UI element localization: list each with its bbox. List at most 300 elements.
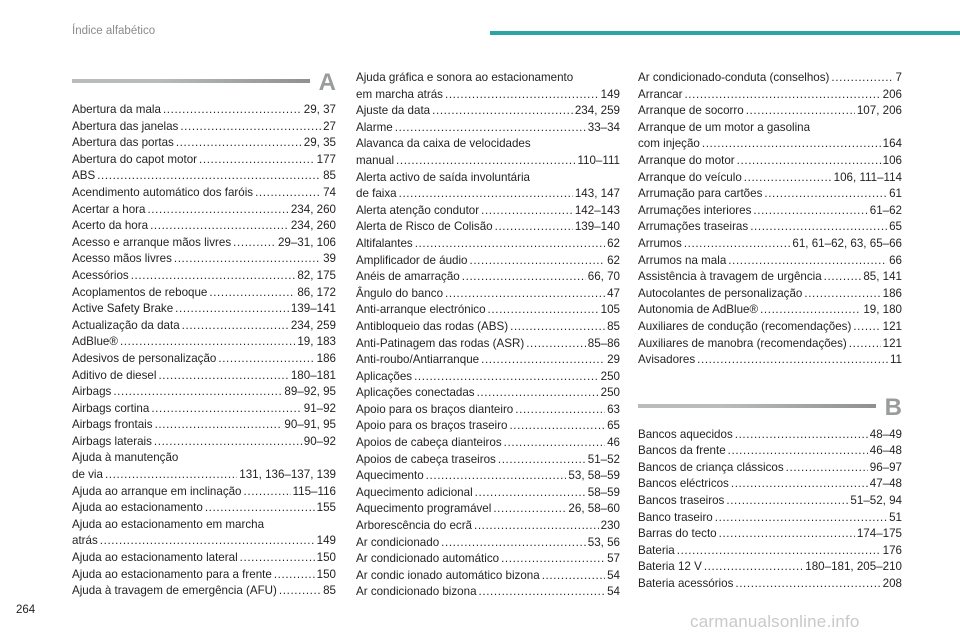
dot-leader bbox=[199, 152, 315, 169]
index-entry-pages: 176 bbox=[882, 543, 902, 557]
index-entry-pages: 58–59 bbox=[587, 485, 620, 499]
index-entry bbox=[356, 302, 620, 319]
dot-leader bbox=[684, 87, 880, 104]
index-entry bbox=[638, 352, 902, 369]
dot-leader bbox=[182, 318, 289, 335]
index-entry-label: Airbags laterais bbox=[72, 434, 152, 448]
index-entry bbox=[638, 87, 902, 104]
index-entry-pages: 186 bbox=[316, 351, 336, 365]
index-entry bbox=[356, 435, 620, 452]
index-entry-pages: 29, 37 bbox=[303, 103, 336, 116]
index-entry-pages: 53, 58–59 bbox=[568, 469, 620, 483]
dot-leader bbox=[526, 336, 586, 353]
index-entry-label: com injeção bbox=[638, 137, 700, 151]
index-entry-label: Altifalantes bbox=[356, 236, 413, 250]
dot-leader bbox=[475, 485, 586, 502]
index-entry-pages: 47 bbox=[607, 286, 620, 300]
index-entry-label: Ar condicionado bizona bbox=[356, 585, 477, 599]
dot-leader bbox=[158, 368, 288, 385]
index-entry-label: Acendimento automático dos faróis bbox=[72, 185, 254, 199]
index-entry-label: Abertura do capot motor bbox=[72, 152, 198, 166]
dot-leader bbox=[240, 550, 315, 567]
index-entry-continuation: Alerta activo de saída involuntária bbox=[356, 170, 531, 184]
index-entry bbox=[72, 384, 336, 401]
index-entry bbox=[356, 485, 620, 502]
index-entry-pages: 61 bbox=[889, 187, 902, 201]
dot-leader bbox=[735, 427, 868, 444]
index-entry bbox=[356, 286, 620, 303]
dot-leader bbox=[510, 319, 605, 336]
index-entry-label: Actualização da data bbox=[72, 318, 180, 332]
index-entry-label: Alerta atenção condutor bbox=[356, 203, 480, 217]
index-entry bbox=[72, 268, 336, 285]
index-entry-pages: 155 bbox=[316, 501, 336, 515]
index-entry-pages: 65 bbox=[889, 220, 902, 234]
index-entry-pages: 33–34 bbox=[587, 120, 620, 134]
index-entry-label: Acesso mãos livres bbox=[72, 252, 172, 266]
index-entry-pages: 46–48 bbox=[869, 444, 902, 458]
dot-leader bbox=[493, 501, 566, 518]
index-list-col3b bbox=[638, 427, 902, 593]
index-entry-pages: 62 bbox=[607, 253, 620, 267]
index-entry-label: Banco traseiro bbox=[638, 510, 713, 524]
index-entry-pages: 150 bbox=[316, 567, 336, 581]
dot-leader bbox=[853, 319, 880, 336]
dot-leader bbox=[750, 219, 887, 236]
dot-leader bbox=[719, 526, 855, 543]
index-entry bbox=[72, 567, 336, 584]
index-entry bbox=[72, 318, 336, 335]
index-entry-label: Ajuda ao arranque em inclinação bbox=[72, 484, 242, 498]
index-entry-label: Arborescência do ecrã bbox=[356, 519, 472, 533]
dot-leader bbox=[804, 286, 880, 303]
section-heading-a bbox=[72, 70, 336, 94]
index-entry-label: Arrumos na mala bbox=[638, 253, 727, 267]
index-entry bbox=[72, 102, 336, 119]
page-number: 264 bbox=[16, 604, 36, 616]
index-entry-pages: 208 bbox=[882, 577, 902, 591]
index-entry bbox=[638, 543, 902, 560]
index-entry-label: Alerta de Risco de Colisão bbox=[356, 220, 493, 234]
index-entry-label: Ajuda à travagem de emergência (AFU) bbox=[72, 584, 277, 598]
index-entry-pages: 143, 147 bbox=[574, 187, 620, 201]
index-entry-label: Arranque do veículo bbox=[638, 170, 742, 184]
dot-leader bbox=[274, 567, 315, 584]
index-entry-pages: 51 bbox=[889, 510, 902, 524]
index-entry-label: Anéis de amarração bbox=[356, 270, 460, 284]
index-entry-pages: 74 bbox=[323, 185, 336, 199]
index-entry-label: Antibloqueio das rodas (ABS) bbox=[356, 319, 509, 333]
index-entry-pages: 62 bbox=[607, 236, 620, 250]
index-entry-label: Auxiliares de condução (recomendações) bbox=[638, 319, 852, 333]
index-entry-label: atrás bbox=[72, 534, 98, 548]
index-entry-label: Arrancar bbox=[638, 87, 683, 101]
index-entry-pages: 63 bbox=[607, 402, 620, 416]
index-entry-pages: 107, 206 bbox=[856, 104, 902, 118]
index-entry bbox=[356, 518, 620, 535]
index-entry-label: Bancos de criança clássicos bbox=[638, 460, 784, 474]
index-entry bbox=[638, 510, 902, 527]
dot-leader bbox=[233, 235, 276, 252]
index-entry-pages: 180–181, 205–210 bbox=[805, 560, 902, 574]
index-entry-label: Airbags frontais bbox=[72, 418, 153, 432]
index-entry-pages: 46 bbox=[607, 436, 620, 450]
dot-leader bbox=[697, 352, 888, 369]
dot-leader bbox=[441, 535, 586, 552]
index-entry-pages: 234, 260 bbox=[290, 202, 336, 216]
index-entry-label: ABS bbox=[72, 169, 96, 183]
index-entry bbox=[356, 418, 620, 435]
dot-leader bbox=[415, 236, 605, 253]
section-rule bbox=[638, 404, 876, 408]
index-entry-label: Apoios de cabeça traseiros bbox=[356, 452, 496, 466]
index-entry-pages: 48–49 bbox=[869, 427, 902, 441]
index-entry-pages: 115–116 bbox=[292, 484, 336, 498]
index-entry-label: Apoio para os braços traseiro bbox=[356, 419, 508, 433]
index-entry-label: Bancos traseiros bbox=[638, 494, 725, 508]
index-entry-pages: 26, 58–60 bbox=[568, 502, 620, 516]
index-entry bbox=[638, 336, 902, 353]
index-entry bbox=[638, 219, 902, 236]
dot-leader bbox=[474, 518, 599, 535]
index-entry-pages: 90–91, 95 bbox=[284, 418, 336, 432]
index-entry-pages: 86, 172 bbox=[297, 285, 336, 299]
index-entry-label: Acerto da hora bbox=[72, 219, 149, 233]
index-entry bbox=[638, 460, 902, 477]
dot-leader bbox=[150, 218, 289, 235]
index-entry-pages: 47–48 bbox=[869, 477, 902, 491]
dot-leader bbox=[100, 533, 315, 550]
index-entry bbox=[638, 186, 902, 203]
index-entry-pages: 39 bbox=[323, 252, 336, 266]
index-entry bbox=[356, 535, 620, 552]
index-entry bbox=[356, 319, 620, 336]
index-entry-label: Aquecimento adicional bbox=[356, 485, 473, 499]
index-entry-pages: 19, 183 bbox=[297, 335, 336, 349]
section-letter-b: B bbox=[884, 393, 902, 421]
index-entry-pages: 250 bbox=[600, 386, 620, 400]
index-entry bbox=[356, 402, 620, 419]
index-entry bbox=[72, 168, 336, 185]
index-entry-pages: 54 bbox=[607, 568, 620, 582]
index-entry bbox=[356, 452, 620, 469]
dot-leader bbox=[154, 434, 302, 451]
index-entry-pages: 186 bbox=[882, 286, 902, 300]
index-entry-label: Ajuda ao estacionamento para a frente bbox=[72, 567, 272, 581]
index-entry bbox=[356, 584, 620, 601]
index-entry-label: Apoios de cabeça dianteiros bbox=[356, 436, 502, 450]
dot-leader bbox=[481, 352, 605, 369]
index-entry-pages: 206 bbox=[882, 87, 902, 101]
dot-leader bbox=[105, 467, 237, 484]
index-entry-label: Acoplamentos de reboque bbox=[72, 285, 208, 299]
index-entry-label: Abertura da mala bbox=[72, 103, 161, 116]
index-entry-label: Airbags cortina bbox=[72, 401, 150, 415]
index-entry-continuation: Ajuda gráfica e sonora ao estacionamento bbox=[356, 71, 574, 84]
index-entry-pages: 105 bbox=[600, 303, 620, 317]
index-entry-pages: 110–111 bbox=[577, 153, 620, 167]
index-entry-pages: 234, 260 bbox=[290, 219, 336, 233]
dot-leader bbox=[495, 219, 573, 236]
dot-leader bbox=[180, 119, 321, 136]
index-entry-label: Ar condicionado-conduta (conselhos) bbox=[638, 71, 830, 84]
index-entry bbox=[638, 302, 902, 319]
index-entry bbox=[72, 202, 336, 219]
index-entry-label: Acertar a hora bbox=[72, 202, 146, 216]
index-entry-label: Adesivos de personalização bbox=[72, 351, 217, 365]
dot-leader bbox=[445, 87, 599, 104]
index-entry-pages: 121 bbox=[882, 319, 902, 333]
index-entry bbox=[638, 576, 902, 593]
index-entry-label: Amplificador de áudio bbox=[356, 253, 468, 267]
dot-leader bbox=[488, 302, 599, 319]
index-entry bbox=[356, 369, 620, 386]
index-entry-label: Ar condicionado bbox=[356, 535, 440, 549]
dot-leader bbox=[163, 102, 302, 119]
dot-leader bbox=[744, 170, 832, 187]
dot-leader bbox=[414, 369, 599, 386]
index-entry bbox=[72, 285, 336, 302]
index-entry-pages: 250 bbox=[600, 369, 620, 383]
index-entry-pages: 89–92, 95 bbox=[284, 385, 336, 399]
index-entry-label: Arrumações interiores bbox=[638, 203, 752, 217]
index-entry-pages: 27 bbox=[323, 119, 336, 133]
dot-leader bbox=[677, 543, 881, 560]
index-entry-label: Arranque de socorro bbox=[638, 104, 744, 118]
dot-leader bbox=[244, 484, 291, 501]
index-entry bbox=[72, 500, 336, 517]
index-column-1 bbox=[72, 70, 336, 600]
index-entry-label: Arranque do motor bbox=[638, 153, 735, 167]
index-entry-label: Apoio para os braços dianteiro bbox=[356, 402, 514, 416]
dot-leader bbox=[831, 70, 893, 87]
dot-leader bbox=[728, 253, 887, 270]
dot-leader bbox=[395, 120, 586, 137]
index-entry-label: Airbags bbox=[72, 385, 112, 399]
index-entry-label: Auxiliares de manobra (recomendações) bbox=[638, 336, 847, 350]
dot-leader bbox=[764, 186, 887, 203]
dot-leader bbox=[515, 402, 605, 419]
index-list-col3a bbox=[638, 70, 902, 369]
index-entry bbox=[356, 87, 620, 104]
index-entry bbox=[72, 467, 336, 484]
index-entry bbox=[638, 269, 902, 286]
header-title: Índice alfabético bbox=[72, 25, 156, 37]
index-entry bbox=[72, 484, 336, 501]
index-entry-label: Bateria acessórios bbox=[638, 577, 734, 591]
index-entry-label: Bancos da frente bbox=[638, 444, 726, 458]
index-entry-pages: 234, 259 bbox=[574, 104, 620, 118]
index-entry-pages: 234, 259 bbox=[290, 318, 336, 332]
index-entry-pages: 66 bbox=[889, 253, 902, 267]
index-entry-continuation: Alavanca da caixa de velocidades bbox=[356, 137, 531, 151]
index-entry bbox=[638, 476, 902, 493]
index-entry-label: Bancos eléctricos bbox=[638, 477, 729, 491]
dot-leader bbox=[746, 103, 855, 120]
dot-leader bbox=[501, 551, 605, 568]
index-column-3 bbox=[638, 70, 902, 593]
index-entry-label: de faixa bbox=[356, 187, 397, 201]
index-entry bbox=[356, 352, 620, 369]
dot-leader bbox=[147, 202, 288, 219]
index-entry-pages: 82, 175 bbox=[297, 268, 336, 282]
index-entry-pages: 61–62 bbox=[869, 203, 902, 217]
index-entry bbox=[72, 351, 336, 368]
index-entry bbox=[638, 170, 902, 187]
index-entry-pages: 61, 61–62, 63, 65–66 bbox=[792, 236, 902, 250]
dot-leader bbox=[279, 583, 321, 600]
index-entry-label: Arrumos bbox=[638, 236, 682, 250]
index-list-col2 bbox=[356, 70, 620, 601]
index-entry bbox=[356, 186, 620, 203]
index-entry-pages: 54 bbox=[607, 585, 620, 599]
index-entry-label: Avisadores bbox=[638, 353, 696, 367]
index-entry bbox=[72, 583, 336, 600]
index-entry-pages: 121 bbox=[882, 336, 902, 350]
index-entry-pages: 53, 56 bbox=[587, 535, 620, 549]
dot-leader bbox=[445, 286, 605, 303]
index-entry-pages: 106, 111–114 bbox=[833, 170, 902, 184]
index-entry bbox=[72, 251, 336, 268]
index-entry bbox=[72, 434, 336, 451]
index-entry-pages: 65 bbox=[607, 419, 620, 433]
index-entry-pages: 85 bbox=[323, 169, 336, 183]
index-entry-label: Ar condicionado automático bbox=[356, 552, 500, 566]
index-entry-label: de via bbox=[72, 468, 103, 482]
dot-leader bbox=[481, 203, 573, 220]
index-entry-pages: 85 bbox=[607, 319, 620, 333]
index-entry-label: Barras do tecto bbox=[638, 527, 717, 541]
dot-leader bbox=[542, 568, 605, 585]
index-entry-label: Ar condic ionado automático bizona bbox=[356, 568, 540, 582]
dot-leader bbox=[737, 153, 881, 170]
index-entry bbox=[638, 559, 902, 576]
index-entry-pages: 149 bbox=[316, 534, 336, 548]
dot-leader bbox=[731, 476, 868, 493]
index-entry bbox=[638, 443, 902, 460]
index-entry-label: Ajuda ao estacionamento lateral bbox=[72, 551, 238, 565]
section-rule bbox=[72, 79, 310, 83]
index-list-col1 bbox=[72, 102, 336, 600]
index-entry-label: Acessórios bbox=[72, 268, 129, 282]
index-entry bbox=[356, 253, 620, 270]
index-entry-pages: 11 bbox=[889, 353, 902, 367]
index-entry-pages: 150 bbox=[316, 551, 336, 565]
index-entry-pages: 174–175 bbox=[856, 527, 902, 541]
dot-leader bbox=[479, 584, 606, 601]
index-entry-label: Autonomia de AdBlue® bbox=[638, 303, 759, 317]
index-entry-label: Ângulo do banco bbox=[356, 286, 444, 300]
dot-leader bbox=[704, 559, 803, 576]
dot-leader bbox=[735, 576, 880, 593]
index-entry bbox=[72, 152, 336, 169]
dot-leader bbox=[498, 452, 586, 469]
index-entry-pages: 180–181 bbox=[290, 368, 336, 382]
index-entry-label: Aplicações bbox=[356, 369, 413, 383]
dot-leader bbox=[849, 336, 881, 353]
index-entry-label: Aquecimento bbox=[356, 469, 424, 483]
index-entry bbox=[72, 533, 336, 550]
index-entry-label: Aquecimento programável bbox=[356, 502, 492, 516]
index-entry bbox=[356, 551, 620, 568]
index-entry-pages: 85, 141 bbox=[863, 270, 902, 284]
index-entry-pages: 177 bbox=[316, 152, 336, 166]
index-entry-pages: 51–52, 94 bbox=[850, 494, 902, 508]
index-entry-label: Arrumações traseiras bbox=[638, 220, 749, 234]
dot-leader bbox=[432, 103, 573, 120]
index-entry-pages: 66, 70 bbox=[587, 270, 620, 284]
dot-leader bbox=[175, 301, 289, 318]
index-entry bbox=[356, 501, 620, 518]
index-entry-pages: 85 bbox=[323, 584, 336, 598]
index-entry-label: Abertura das janelas bbox=[72, 119, 179, 133]
index-entry bbox=[72, 185, 336, 202]
index-entry-pages: 164 bbox=[882, 137, 902, 151]
index-entry bbox=[72, 550, 336, 567]
index-entry-pages: 91–92 bbox=[303, 401, 336, 415]
index-entry bbox=[356, 336, 620, 353]
dot-leader bbox=[174, 251, 321, 268]
index-entry-label: Bateria 12 V bbox=[638, 560, 702, 574]
index-entry bbox=[638, 103, 902, 120]
index-entry bbox=[638, 526, 902, 543]
index-entry-pages: 106 bbox=[882, 153, 902, 167]
dot-leader bbox=[396, 153, 575, 170]
index-entry bbox=[356, 568, 620, 585]
dot-leader bbox=[728, 443, 868, 460]
index-entry-pages: 29, 35 bbox=[303, 136, 336, 150]
index-entry bbox=[638, 253, 902, 270]
index-entry-pages: 57 bbox=[607, 552, 620, 566]
index-entry-label: em marcha atrás bbox=[356, 87, 443, 101]
index-entry-label: Aditivo de diesel bbox=[72, 368, 157, 382]
index-column-2 bbox=[356, 70, 620, 601]
dot-leader bbox=[399, 186, 573, 203]
index-entry bbox=[72, 301, 336, 318]
index-entry bbox=[638, 493, 902, 510]
dot-leader bbox=[218, 351, 314, 368]
index-entry bbox=[356, 120, 620, 137]
index-entry-pages: 7 bbox=[895, 71, 902, 84]
dot-leader bbox=[462, 269, 586, 286]
dot-leader bbox=[151, 401, 301, 418]
index-entry-label: manual bbox=[356, 153, 395, 167]
index-entry bbox=[356, 203, 620, 220]
index-entry-label: Active Safety Brake bbox=[72, 302, 174, 316]
index-entry-pages: 51–52 bbox=[587, 452, 620, 466]
index-entry-pages: 142–143 bbox=[574, 203, 620, 217]
index-entry bbox=[72, 368, 336, 385]
dot-leader bbox=[753, 203, 867, 220]
dot-leader bbox=[209, 285, 295, 302]
index-entry bbox=[638, 319, 902, 336]
index-entry bbox=[72, 334, 336, 351]
dot-leader bbox=[684, 236, 791, 253]
index-entry-continuation: Arranque de um motor a gasolina bbox=[638, 120, 811, 134]
index-entry-pages: 131, 136–137, 139 bbox=[239, 468, 336, 482]
index-entry bbox=[638, 136, 902, 153]
dot-leader bbox=[702, 136, 881, 153]
index-entry bbox=[72, 417, 336, 434]
index-entry-label: Aplicações conectadas bbox=[356, 386, 475, 400]
index-entry-pages: 139–140 bbox=[574, 220, 620, 234]
index-entry-pages: 96–97 bbox=[869, 460, 902, 474]
index-entry-label: Anti-roubo/Antiarranque bbox=[356, 353, 480, 367]
index-entry-pages: 139–141 bbox=[290, 302, 336, 316]
header-accent-bar bbox=[490, 31, 960, 35]
index-entry-label: Anti-Patinagem das rodas (ASR) bbox=[356, 336, 525, 350]
index-entry-label: Ajuste da data bbox=[356, 104, 431, 118]
